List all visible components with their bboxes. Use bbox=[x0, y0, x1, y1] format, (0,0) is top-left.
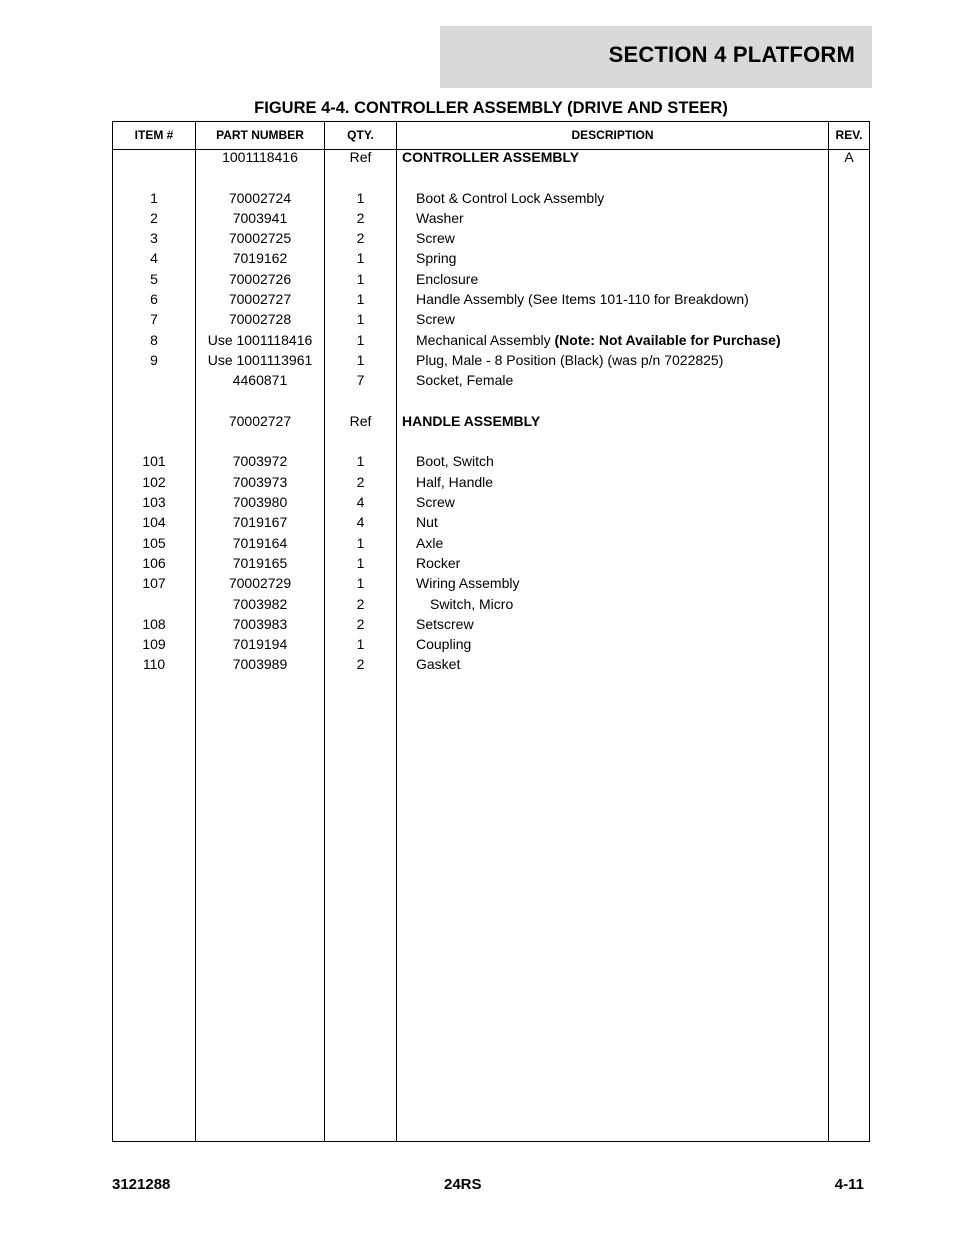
column-header-item: ITEM # bbox=[134, 128, 174, 142]
column-header-part-number: PART NUMBER bbox=[216, 128, 304, 142]
quantity: 1 bbox=[356, 331, 365, 348]
part-number: 7003989 bbox=[232, 656, 288, 673]
description-text: Spring bbox=[416, 250, 457, 267]
part-number: 7003980 bbox=[232, 494, 288, 511]
description bbox=[416, 371, 513, 389]
part-number: 7019165 bbox=[232, 554, 288, 571]
description bbox=[416, 189, 604, 207]
item-number: 9 bbox=[150, 351, 158, 368]
table-row bbox=[113, 615, 869, 635]
table-row bbox=[113, 452, 869, 472]
table-row bbox=[113, 655, 869, 675]
part-number: Use 1001118416 bbox=[207, 331, 313, 348]
description-text: Nut bbox=[416, 514, 438, 531]
table-row bbox=[113, 554, 869, 574]
part-number: 7019164 bbox=[232, 534, 288, 551]
description-text: HANDLE ASSEMBLY bbox=[402, 412, 541, 429]
table-row bbox=[113, 331, 869, 351]
description bbox=[416, 635, 471, 653]
quantity: 1 bbox=[356, 554, 365, 571]
description bbox=[416, 513, 438, 531]
table-row bbox=[113, 371, 869, 391]
description bbox=[416, 351, 723, 369]
description-text: Boot & Control Lock Assembly bbox=[416, 189, 605, 206]
part-number: 7003983 bbox=[232, 615, 288, 632]
item-number: 104 bbox=[142, 514, 166, 531]
description bbox=[416, 209, 464, 227]
item-number: 3 bbox=[150, 230, 158, 247]
table-row bbox=[113, 473, 869, 493]
description-text: Plug, Male - 8 Position (Black) (was p/n 7022825) bbox=[416, 351, 724, 368]
table-row bbox=[113, 229, 869, 249]
table-row bbox=[113, 493, 869, 513]
quantity: Ref bbox=[349, 412, 372, 429]
description-text: Screw bbox=[416, 494, 455, 511]
table-row bbox=[113, 189, 869, 209]
description bbox=[416, 452, 494, 470]
quantity: 2 bbox=[356, 473, 365, 490]
description-text: Enclosure bbox=[416, 270, 479, 287]
item-number: 102 bbox=[142, 473, 166, 490]
quantity: 4 bbox=[356, 494, 365, 511]
part-number: 70002727 bbox=[228, 291, 292, 308]
description bbox=[416, 310, 455, 328]
footer-page-number: 4-11 bbox=[834, 1176, 864, 1193]
description bbox=[416, 249, 456, 267]
table-row bbox=[113, 148, 869, 168]
quantity: 4 bbox=[356, 514, 365, 531]
part-number: 70002727 bbox=[228, 412, 292, 429]
description bbox=[416, 655, 460, 673]
description-note: (Note: Not Available for Purchase) bbox=[554, 331, 781, 348]
table-row bbox=[113, 290, 869, 310]
part-number: 1001118416 bbox=[222, 149, 298, 165]
quantity: 1 bbox=[356, 270, 365, 287]
description bbox=[416, 493, 455, 511]
description bbox=[430, 595, 513, 613]
quantity: 1 bbox=[356, 189, 365, 206]
part-number: 7003973 bbox=[232, 473, 288, 490]
item-number: 1 bbox=[150, 189, 158, 206]
table-row bbox=[113, 168, 869, 188]
description bbox=[416, 554, 460, 572]
description-text: Screw bbox=[416, 311, 455, 328]
part-number: 70002728 bbox=[228, 311, 292, 328]
description-text: Wiring Assembly bbox=[416, 575, 520, 592]
table-body bbox=[113, 149, 869, 676]
item-number: 6 bbox=[150, 291, 158, 308]
description bbox=[416, 290, 749, 308]
part-number: 70002724 bbox=[228, 189, 292, 206]
item-number: 4 bbox=[150, 250, 158, 267]
quantity: 1 bbox=[356, 250, 365, 267]
table-row bbox=[113, 412, 869, 432]
description-text: Half, Handle bbox=[416, 473, 494, 490]
quantity: 1 bbox=[356, 453, 365, 470]
part-number: 7003982 bbox=[232, 595, 288, 612]
description bbox=[416, 270, 478, 288]
footer-model: 24RS bbox=[444, 1176, 482, 1193]
table-row bbox=[113, 310, 869, 330]
description-text: Coupling bbox=[416, 636, 472, 653]
item-number: 8 bbox=[150, 331, 158, 348]
description-text: Setscrew bbox=[416, 615, 474, 632]
part-number: Use 1001113961 bbox=[207, 351, 313, 368]
quantity: 1 bbox=[356, 351, 365, 368]
item-number: 5 bbox=[150, 270, 158, 287]
quantity: 1 bbox=[356, 534, 365, 551]
part-number: 70002729 bbox=[228, 575, 292, 592]
table-row bbox=[113, 574, 869, 594]
section-title: SECTION 4 PLATFORM bbox=[608, 42, 855, 67]
part-number: 4460871 bbox=[232, 372, 288, 389]
table-row bbox=[113, 270, 869, 290]
item-number: 110 bbox=[142, 656, 166, 673]
item-number: 103 bbox=[142, 494, 166, 511]
description-text: Socket, Female bbox=[416, 372, 514, 389]
table-row bbox=[113, 209, 869, 229]
table-row bbox=[113, 595, 869, 615]
quantity: 1 bbox=[356, 311, 365, 328]
description bbox=[416, 615, 474, 633]
table-row bbox=[113, 513, 869, 533]
description-text: Gasket bbox=[416, 656, 461, 673]
item-number: 2 bbox=[150, 209, 158, 226]
description-text: Washer bbox=[416, 209, 464, 226]
quantity: 7 bbox=[356, 372, 365, 389]
description-text: Handle Assembly (See Items 101-110 for Breakdown) bbox=[416, 291, 749, 308]
item-number: 107 bbox=[142, 575, 166, 592]
quantity: 1 bbox=[356, 575, 365, 592]
parts-table bbox=[112, 121, 870, 1142]
column-header-rev: REV. bbox=[835, 128, 863, 142]
quantity: 2 bbox=[356, 209, 365, 226]
description bbox=[402, 148, 579, 166]
description bbox=[416, 473, 493, 491]
column-header-qty: QTY. bbox=[347, 128, 374, 142]
description-text: Boot, Switch bbox=[416, 453, 494, 470]
quantity: 1 bbox=[356, 291, 365, 308]
quantity: 1 bbox=[356, 636, 365, 653]
description-text: Rocker bbox=[416, 554, 461, 571]
description-text: Axle bbox=[416, 534, 444, 551]
figure-title: FIGURE 4-4. CONTROLLER ASSEMBLY (DRIVE AND STEER) bbox=[254, 99, 728, 117]
description bbox=[416, 331, 781, 349]
item-number: 101 bbox=[142, 453, 166, 470]
table-row bbox=[113, 392, 869, 412]
part-number: 70002726 bbox=[228, 270, 292, 287]
table-row bbox=[113, 534, 869, 554]
description-text: Switch, Micro bbox=[430, 595, 514, 612]
part-number: 7003972 bbox=[232, 453, 288, 470]
part-number: 70002725 bbox=[228, 230, 292, 247]
column-header-description: DESCRIPTION bbox=[571, 128, 654, 142]
table-row bbox=[113, 635, 869, 655]
table-row bbox=[113, 432, 869, 452]
item-number: 108 bbox=[142, 615, 166, 632]
part-number: 7019194 bbox=[232, 636, 288, 653]
quantity: 2 bbox=[356, 230, 365, 247]
description-text: Mechanical Assembly bbox=[416, 331, 555, 348]
item-number: 7 bbox=[150, 311, 158, 328]
table-row bbox=[113, 351, 869, 371]
description bbox=[402, 412, 540, 430]
part-number: 7003941 bbox=[232, 209, 288, 226]
footer-doc-number: 3121288 bbox=[112, 1176, 171, 1193]
quantity: 2 bbox=[356, 615, 365, 632]
quantity: Ref bbox=[349, 149, 372, 165]
item-number: 106 bbox=[142, 554, 166, 571]
part-number: 7019167 bbox=[232, 514, 288, 531]
item-number: 105 bbox=[142, 534, 166, 551]
quantity: 2 bbox=[356, 595, 365, 612]
section-header bbox=[440, 26, 872, 88]
description bbox=[416, 534, 443, 552]
description-text: Screw bbox=[416, 230, 455, 247]
description bbox=[416, 229, 455, 247]
quantity: 2 bbox=[356, 656, 365, 673]
description bbox=[416, 574, 519, 592]
part-number: 7019162 bbox=[232, 250, 288, 267]
description-text: CONTROLLER ASSEMBLY bbox=[402, 149, 580, 165]
revision: A bbox=[844, 149, 854, 165]
table-row bbox=[113, 249, 869, 269]
item-number: 109 bbox=[142, 636, 166, 653]
